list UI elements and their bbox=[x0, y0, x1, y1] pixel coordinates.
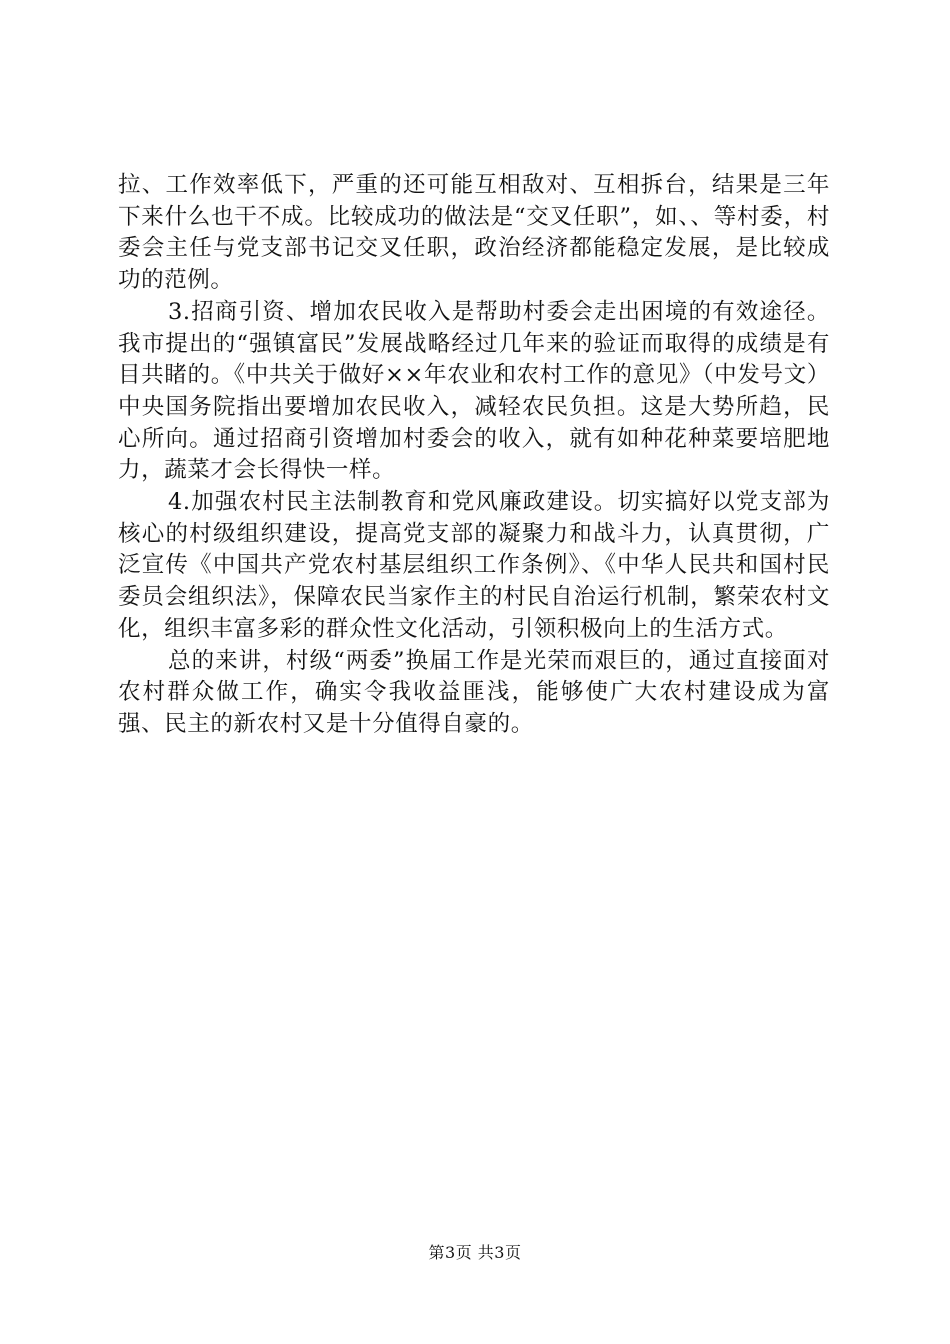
document-body bbox=[118, 170, 830, 741]
page-footer bbox=[0, 1242, 950, 1264]
paragraph-point-3: 3.招商引资、增加农民收入是帮助村委会走出困境的有效途径。我市提出的“强镇富民”发展战略经过几年来的验证而取得的成绩是有目共睹的。《中共关于做好××年农业和农村工作的意见》（中发号文）中央国务院指出要增加农民收入，减轻农民负担。这是大势所趋，民心所向。通过招商引资增加村委会的收入，就有如种花种菜要培肥地力，蔬菜才会长得快一样。 bbox=[118, 298, 830, 484]
paragraph-conclusion: 总的来讲，村级“两委”换届工作是光荣而艰巨的，通过直接面对农村群众做工作，确实令我收益匪浅，能够使广大农村建设成为富强、民主的新农村又是十分值得自豪的。 bbox=[118, 647, 830, 737]
paragraph-point-4: 4.加强农村民主法制教育和党风廉政建设。切实搞好以党支部为核心的村级组织建设，提高党支部的凝聚力和战斗力，认真贯彻，广泛宣传《中国共产党农村基层组织工作条例》、《中华人民共和国村民委员会组织法》，保障农民当家作主的村民自治运行机制，繁荣农村文化，组织丰富多彩的群众性文化活动，引领积极向上的生活方式。 bbox=[118, 489, 830, 642]
paragraph-continuation: 拉、工作效率低下，严重的还可能互相敌对、互相拆台，结果是三年下来什么也干不成。比较成功的做法是“交叉任职”，如、、等村委，村委会主任与党支部书记交叉任职，政治经济都能稳定发展，是比较成功的范例。 bbox=[118, 172, 830, 294]
page-number-label: 第3页 共3页 bbox=[428, 1243, 522, 1262]
